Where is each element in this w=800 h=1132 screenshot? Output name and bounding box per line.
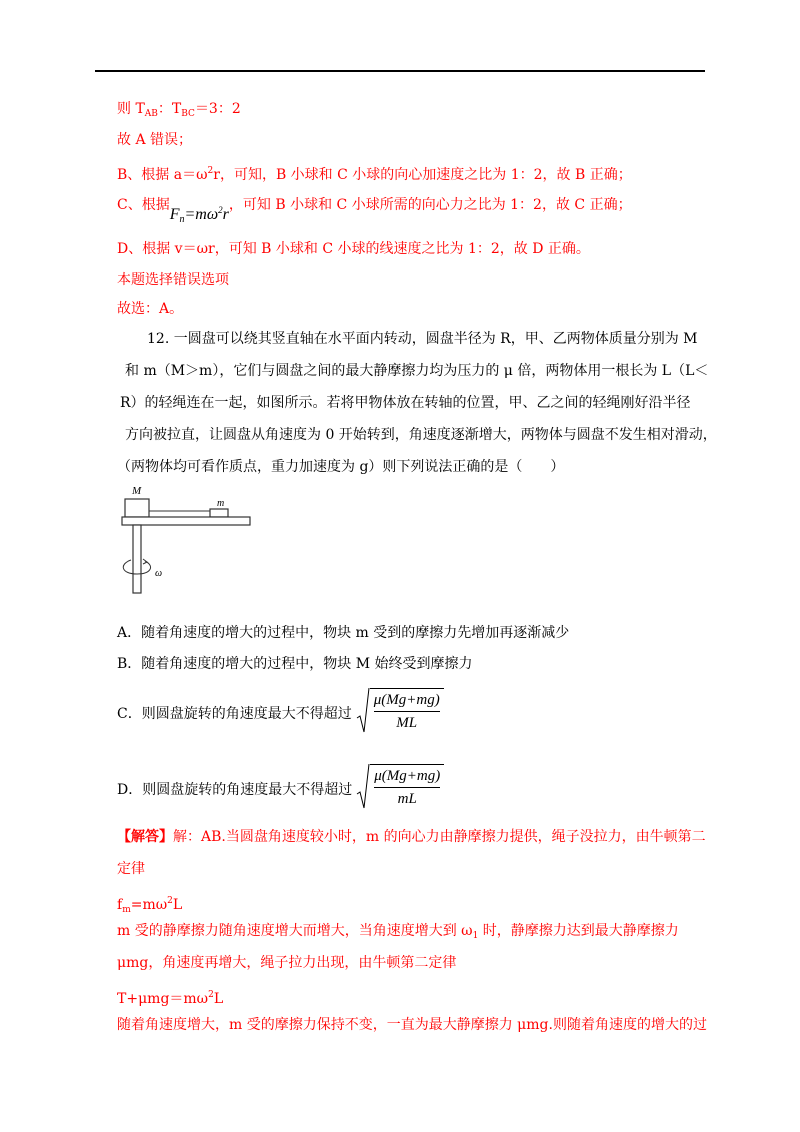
option-c-sqrt: $\frac{\mu(Mg+mg)}{ML}$ xyxy=(356,688,444,732)
answer-line-4: μmg，角速度再增大，绳子拉力出现，由牛顿第二定律 xyxy=(117,955,457,971)
option-c: C．则圆盘旋转的角速度最大不得超过 $\frac{\mu(Mg+mg)}{ML}$ xyxy=(117,688,444,732)
figure-label-m: m xyxy=(217,498,225,509)
header-rule xyxy=(95,70,705,72)
solution-answer: 故选：A。 xyxy=(117,301,184,317)
solution-b-line: B、根据 $a=\omega^2r$，可知，B 小球和 C 小球的向心加速度之比为 1：2，故 B 正确； xyxy=(117,166,632,183)
option-d: D．则圆盘旋转的角速度最大不得超过 $\frac{\mu(Mg+mg)}{mL}$ xyxy=(117,764,444,808)
solution-d-line: D、根据 v＝ωr，可知 B 小球和 C 小球的线速度之比为 1：2，故 D 正确。 xyxy=(117,241,590,257)
solution-select-wrong: 本题选择错误选项 xyxy=(117,272,229,288)
answer-line-2: 定律 xyxy=(117,861,145,877)
disk-figure xyxy=(117,484,257,594)
block-m xyxy=(210,509,228,517)
option-a: A．随着角速度的增大的过程中，物块 m 受到的摩擦力先增加再逐渐减少 xyxy=(117,625,570,641)
solution-a-wrong: 故 A 错误； xyxy=(117,132,193,148)
answer-tag: 【解答】 xyxy=(117,829,173,845)
answer-eq-1: $f_m=m\omega^2L$ xyxy=(117,896,183,915)
question-line-3: R）的轻绳连在一起，如图所示。若将甲物体放在转轴的位置，甲、乙之间的轻绳刚好沿半径 xyxy=(120,395,691,411)
option-b: B．随着角速度的增大的过程中，物块 M 始终受到摩擦力 xyxy=(117,656,473,672)
answer-eq-2: $T+\mu mg=m\omega^2L$ xyxy=(117,990,224,1007)
answer-line-5: 随着角速度增大，m 受的摩擦力保持不变，一直为最大静摩擦力 μmg.则随着角速度的增大的过 xyxy=(117,1017,707,1033)
figure-label-omega: ω xyxy=(155,568,163,579)
rotation-shaft xyxy=(133,525,141,593)
question-line-5: （两物体均可看作质点，重力加速度为 g）则下列说法正确的是（ ） xyxy=(117,459,565,475)
question-line-2: 和 m（M＞m），它们与圆盘之间的最大静摩擦力均为压力的 μ 倍，两物体用一根长为 L（L＜ xyxy=(125,363,709,379)
figure-label-M: M xyxy=(132,485,142,497)
centripetal-force-formula: $F_n=m\omega^2r$ xyxy=(169,205,229,225)
question-line-1: 12. 一圆盘可以绕其竖直轴在水平面内转动，圆盘半径为 R，甲、乙两物体质量分别为 M xyxy=(147,331,698,347)
answer-line-3: m 受的静摩擦力随角速度增大而增大，当角速度增大到 $\omega_1$ 时，静摩擦力达到最大静摩擦力 xyxy=(117,923,679,941)
option-d-sqrt: $\frac{\mu(Mg+mg)}{mL}$ xyxy=(356,764,444,808)
answer-line-1: 【解答】解：AB.当圆盘角速度较小时，m 的向心力由静摩擦力提供，绳子没拉力，由牛顿第二 xyxy=(117,829,706,845)
disk-platform xyxy=(122,517,250,525)
block-M xyxy=(125,499,149,517)
solution-ratio-line: 则 $T_{AB}$：$T_{BC}=3$：2 xyxy=(117,101,241,119)
solution-c-line: C、根据$F_n=m\omega^2r$，可知 B 小球和 C 小球所需的向心力之比为 1：2，故 C 正确； xyxy=(117,197,632,225)
question-line-4: 方向被拉直，让圆盘从角速度为 0 开始转到，角速度逐渐增大，两物体与圆盘不发生相对滑动， xyxy=(125,427,717,443)
